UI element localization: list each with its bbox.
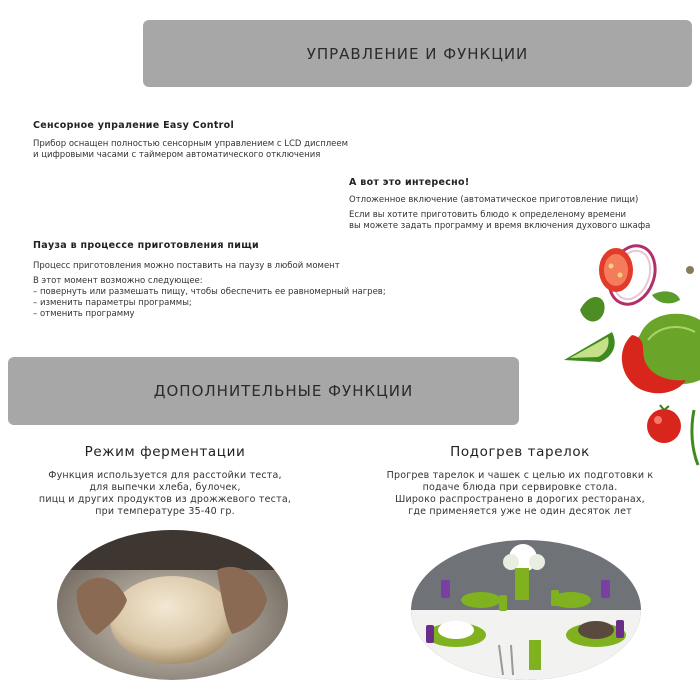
- vegetables-illustration: [560, 240, 700, 470]
- plate-warming-line: подаче блюда при сервировке стола.: [422, 482, 618, 493]
- pause-option-line: – отменить программу: [33, 309, 135, 319]
- plate-warming-line: где применяется уже не один десяток лет: [408, 506, 632, 517]
- dough-image: [57, 530, 288, 680]
- pause-heading: Пауза в процессе приготовления пищи: [33, 240, 259, 251]
- fermentation-description: [10, 470, 320, 518]
- section-title-extra: ДОПОЛНИТЕЛЬНЫЕ ФУНКЦИИ: [153, 382, 414, 400]
- table-setting-photo: [411, 540, 641, 680]
- plate-warming-title: Подогрев тарелок: [450, 444, 590, 460]
- dough-photo: [57, 530, 288, 680]
- fermentation-line: при температуре 35-40 гр.: [95, 506, 235, 517]
- section-banner-control: [143, 20, 692, 87]
- plate-warming-line: Прогрев тарелок и чашек с целью их подготовки к: [386, 470, 654, 481]
- touch-control-line: и цифровыми часами с таймером автоматического отключения: [33, 150, 321, 160]
- pause-option-line: В этот момент возможно следующее:: [33, 276, 203, 286]
- section-title-control: УПРАВЛЕНИЕ И ФУНКЦИИ: [306, 44, 529, 63]
- pause-option-line: – повернуть или размешать пищу, чтобы обеспечить ее равномерный нагрев;: [33, 287, 386, 297]
- plate-warming-description: [355, 470, 685, 518]
- pause-options: [33, 276, 386, 320]
- fermentation-title: Режим ферментации: [84, 444, 246, 460]
- touch-control-text: [33, 139, 348, 161]
- pause-option-line: – изменить параметры программы;: [33, 298, 192, 308]
- touch-control-line: Прибор оснащен полностью сенсорным управлением с LCD дисплеем: [33, 139, 349, 149]
- section-banner-extra: [8, 357, 519, 425]
- fermentation-line: Функция используется для расстойки теста,: [48, 470, 282, 481]
- pause-intro: Процесс приготовления можно поставить на паузу в любой момент: [33, 261, 340, 271]
- delayed-start-line: Если вы хотите приготовить блюдо к определеному времени: [349, 210, 627, 220]
- delayed-start-details: [349, 210, 650, 232]
- delayed-start-line: вы можете задать программу и время включения духового шкафа: [349, 221, 651, 231]
- delayed-start-text: Отложенное включение (автоматическое приготовление пищи): [349, 195, 639, 205]
- touch-control-heading: Сенсорное упраление Easy Control: [33, 120, 235, 131]
- plate-warming-line: Широко распространено в дорогих ресторанах,: [395, 494, 645, 505]
- fermentation-line: пицц и других продуктов из дрожжевого теста,: [38, 494, 292, 505]
- interesting-heading: А вот это интересно!: [349, 177, 470, 188]
- table-setting-image: [411, 540, 641, 680]
- fermentation-line: для выпечки хлеба, булочек,: [89, 482, 241, 493]
